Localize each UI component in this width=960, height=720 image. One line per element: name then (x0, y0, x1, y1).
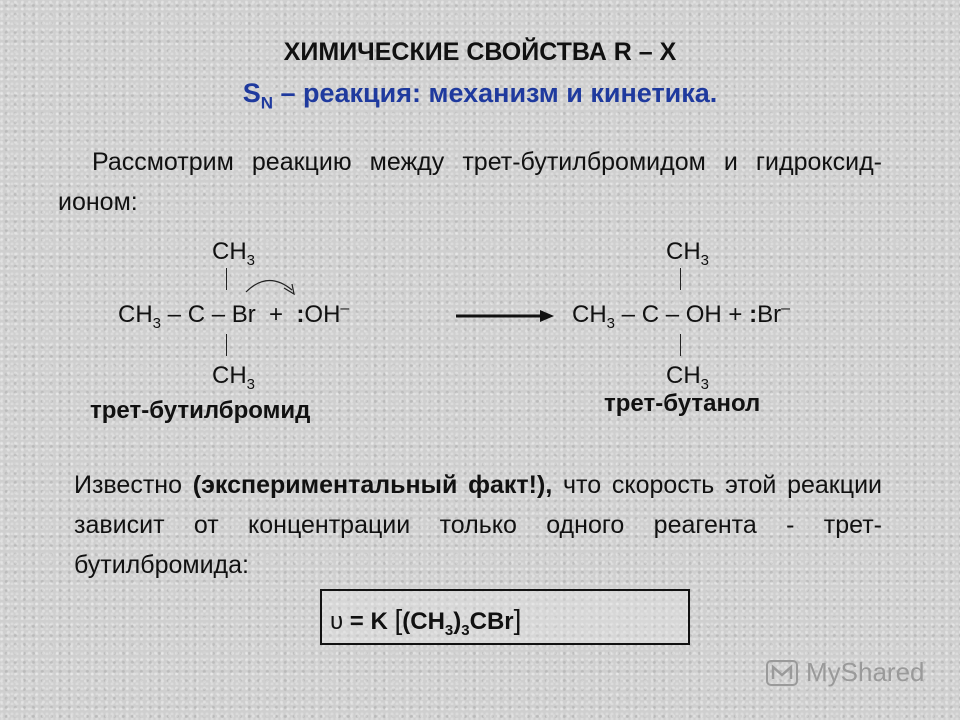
subtitle-rest: – реакция: механизм и кинетика. (272, 78, 718, 108)
watermark-text: MyShared (806, 657, 925, 687)
right-bottom-methyl: $CH_3$ (666, 362, 710, 393)
slide-title: ХИМИЧЕСКИЕ СВОЙСТВА R – X (283, 38, 677, 66)
right-top-methyl: $CH_3$ (666, 238, 710, 269)
fact-emphasis: (экспериментальный факт!), (192, 471, 553, 499)
subtitle-n: N (260, 93, 273, 113)
watermark (766, 657, 925, 688)
left-main-formula: $CH_3$ – C – Br + :OH– (118, 300, 350, 332)
right-top-bond (680, 268, 681, 290)
right-compound-name: трет-бутанол (604, 390, 761, 417)
intro-paragraph: Рассмотрим реакцию между трет-бутилбромидом и гидроксид-ионом: (58, 148, 882, 216)
rate-equation: υ = K $[(CH_3)_3CBr]$ (330, 604, 522, 639)
myshared-logo-icon (766, 658, 800, 688)
left-bottom-methyl: $CH_3$ (212, 362, 256, 393)
left-top-bond (226, 268, 227, 290)
left-top-methyl: $CH_3$ (212, 238, 256, 269)
reaction-arrow-icon (456, 309, 556, 323)
slide-subtitle (0, 78, 960, 113)
right-bottom-bond (680, 334, 681, 356)
electron-shift-arrow-icon (240, 270, 310, 304)
fact-paragraph: Известно (экспериментальный факт!), что скорость этой реакции зависит от концентрации только одного реагента - трет-бутилбромида: (74, 471, 882, 579)
subtitle-s: S (242, 78, 261, 108)
left-bottom-bond (226, 334, 227, 356)
right-main-formula: $CH_3$ – C – OH + :Br– (572, 300, 790, 332)
left-compound-name: трет-бутилбромид (90, 397, 311, 424)
